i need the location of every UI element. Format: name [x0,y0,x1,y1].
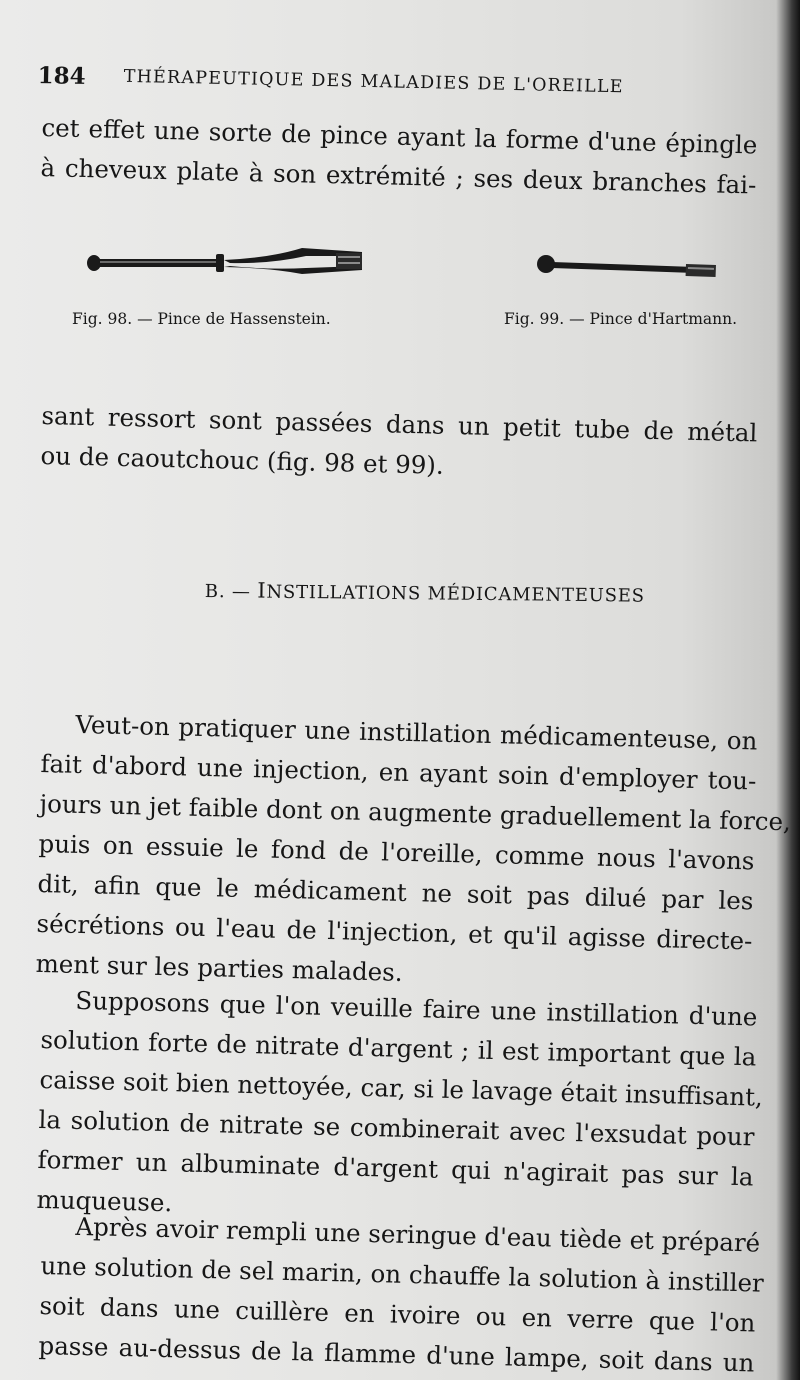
section-title: NSTILLATIONS MÉDICAMENTEUSES [266,581,645,607]
text-line: fait d'abord une injection, en ayant soin d'employer tou- [40,748,757,796]
text-line: sant ressort sont passées dans un petit tube de métal [41,400,758,448]
probe-illustration-icon [500,238,720,278]
paragraph-2 [36,980,764,1237]
section-letter: B. — [204,580,251,603]
text-line: Supposons que l'on veuille faire une instillation d'une [75,985,758,1032]
text-line: ment sur les parties malades. [35,948,403,987]
text-line: soit dans une cuillère en ivoire ou en verre que l'on [39,1290,756,1338]
page-header [37,62,738,111]
paragraph-1 [35,704,792,1001]
text-line: Veut-on pratiquer une instillation médicamenteuse, on [75,709,758,756]
text-line: ou de caoutchouc (fig. 98 et 99). [40,440,445,480]
page-number: 184 [37,62,87,90]
text-line: Après avoir rempli une seringue d'eau tiède et préparé [75,1211,761,1258]
figure-caption: Fig. 98. — Pince de Hassenstein. [72,310,331,328]
figure-99 [500,238,760,328]
text-line: passe au-dessus de la flamme d'une lampe, soit dans un [38,1330,755,1378]
paragraph-after-figures [40,396,758,493]
text-line: muqueuse. [36,1184,173,1218]
text-line: jours un jet faible dont on augmente graduellement la force, [39,788,792,837]
figures-row [70,238,750,348]
text-line: sécrétions ou l'eau de l'injection, et qu'il agisse directe- [36,908,753,956]
forceps-illustration-icon [70,238,370,278]
text-line: solution forte de nitrate d'argent ; il est important que la [40,1024,757,1072]
text-line: dit, afin que le médicament ne soit pas dilué par les [37,868,754,916]
text-line: la solution de nitrate se combinerait avec l'exsudat pour [38,1104,755,1152]
figure-98 [70,238,400,328]
text-line: puis on essuie le fond de l'oreille, comme nous l'avons [38,828,755,876]
figure-caption: Fig. 99. — Pince d'Hartmann. [504,310,738,328]
text-line: former un albuminate d'argent qui n'agirait pas sur la [37,1144,754,1192]
text-line: caisse soit bien nettoyée, car, si le lavage était insuffisant, [39,1064,764,1112]
section-title-initial: I [257,578,267,603]
text-line: à cheveux plate à son extrémité ; ses deux branches fai- [40,152,757,200]
paragraph-continuation [40,108,758,205]
section-heading [205,578,645,607]
paragraph-3 [38,1206,765,1380]
text-line: une solution de sel marin, on chauffe la solution à instiller [40,1250,765,1298]
text-line: cet effet une sorte de pince ayant la forme d'une épingle [41,112,758,160]
running-head: THÉRAPEUTIQUE DES MALADIES DE L'OREILLE [123,66,624,98]
